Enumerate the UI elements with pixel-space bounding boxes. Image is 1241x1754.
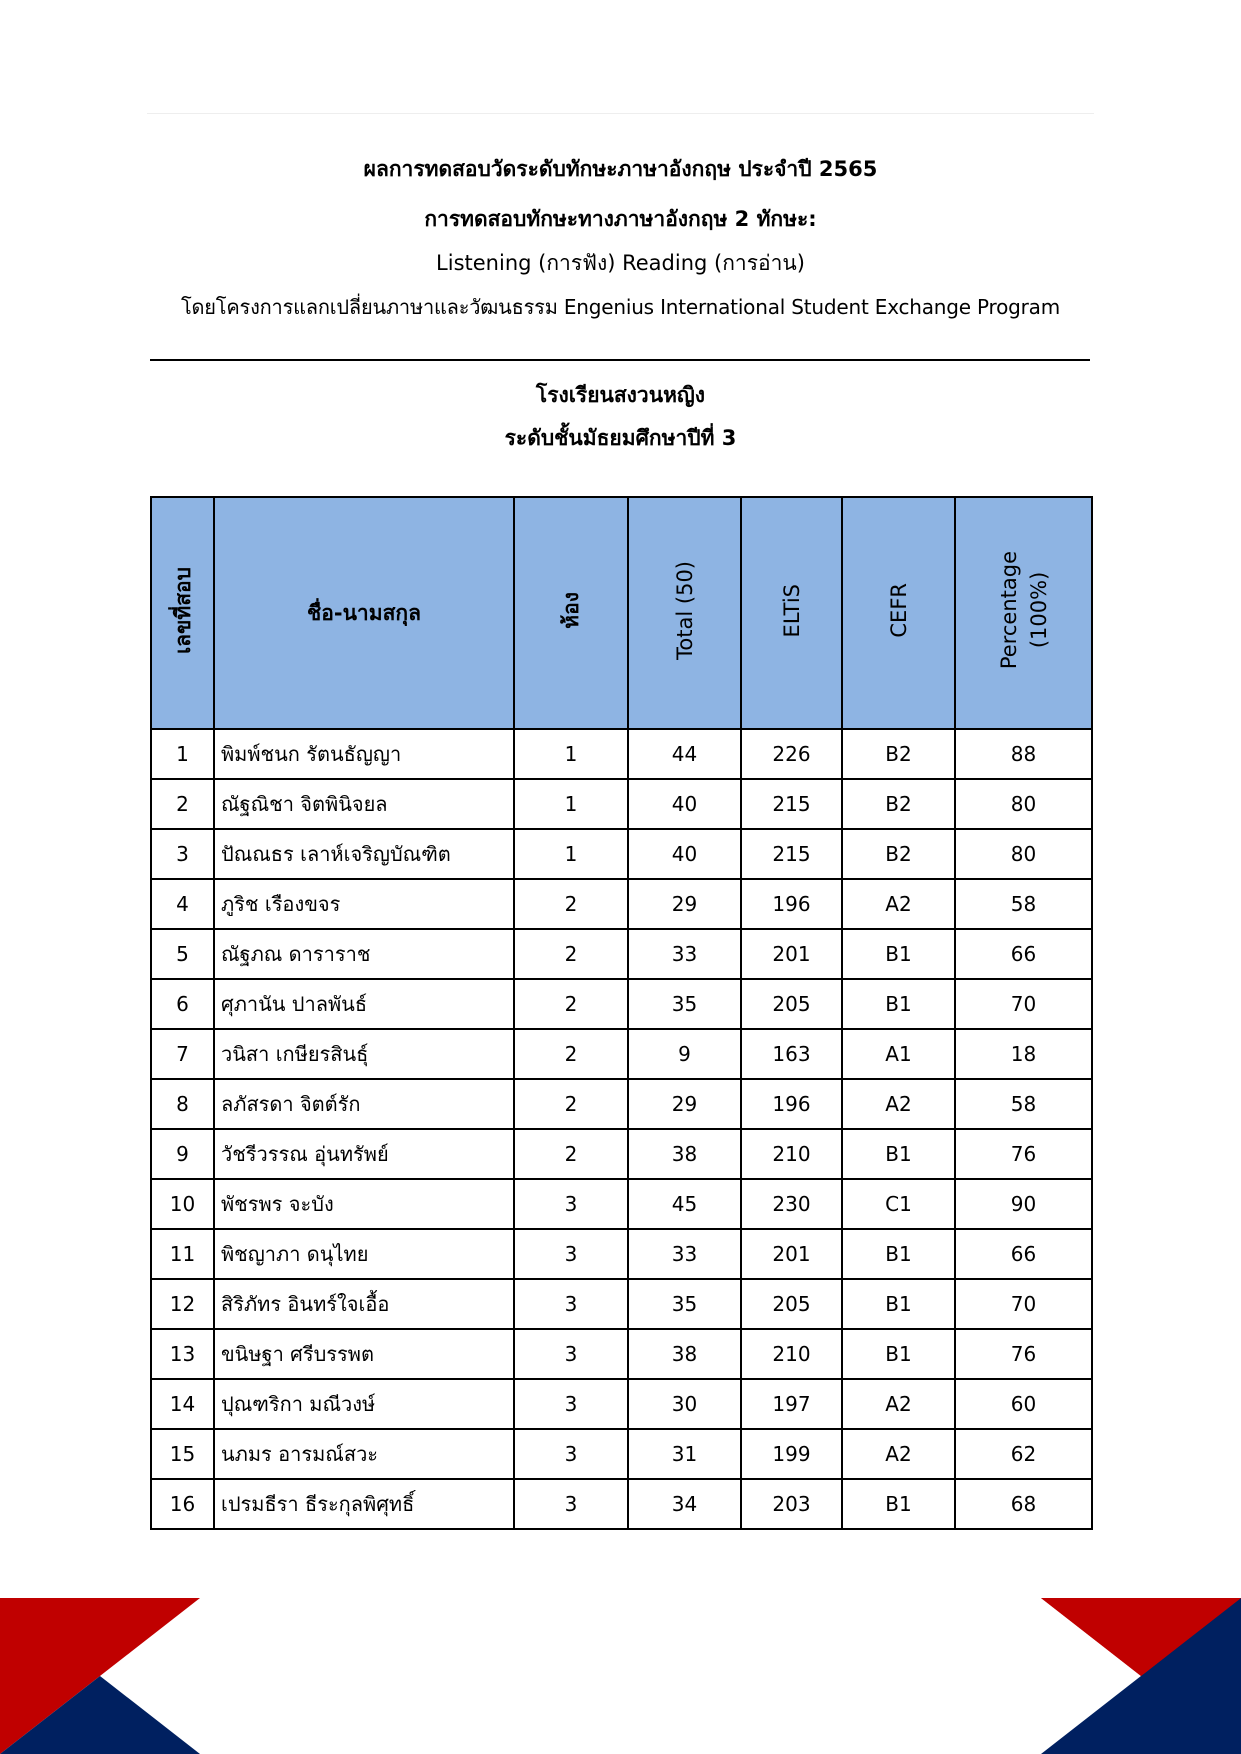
cell-id: 6	[151, 979, 214, 1029]
cell-percentage: 80	[955, 779, 1092, 829]
cell-room: 2	[514, 1129, 628, 1179]
test-description: การทดสอบทักษะทางภาษาอังกฤษ 2 ทักษะ:	[424, 207, 817, 231]
cell-percentage: 76	[955, 1129, 1092, 1179]
table-row	[151, 829, 1092, 879]
cell-name: ปัณณธร เลาห์เจริญบัณฑิต	[214, 829, 514, 879]
table-row	[151, 1229, 1092, 1279]
cell-cefr: B1	[842, 1329, 955, 1379]
cell-total: 45	[628, 1179, 741, 1229]
cell-eltis: 226	[741, 729, 842, 779]
cell-name: วัชรีวรรณ อุ่นทรัพย์	[214, 1129, 514, 1179]
cell-cefr: B1	[842, 1479, 955, 1529]
cell-eltis: 199	[741, 1429, 842, 1479]
cell-total: 33	[628, 929, 741, 979]
cell-eltis: 197	[741, 1379, 842, 1429]
cell-id: 10	[151, 1179, 214, 1229]
document-title: ผลการทดสอบวัดระดับทักษะภาษาอังกฤษ ประจำปี 2565	[363, 157, 878, 181]
cell-room: 2	[514, 1079, 628, 1129]
table-row	[151, 1129, 1092, 1179]
cell-eltis: 196	[741, 879, 842, 929]
cell-room: 1	[514, 729, 628, 779]
table-row	[151, 1379, 1092, 1429]
cell-id: 2	[151, 779, 214, 829]
cell-name: ณัฐณิชา จิตพินิจยล	[214, 779, 514, 829]
column-header-percentage	[955, 497, 1092, 729]
corner-decoration-left	[0, 1598, 200, 1754]
cell-percentage: 70	[955, 1279, 1092, 1329]
cell-percentage: 66	[955, 1229, 1092, 1279]
cell-total: 29	[628, 1079, 741, 1129]
table-row	[151, 1279, 1092, 1329]
column-header-cefr: CEFR	[842, 497, 955, 729]
cell-total: 38	[628, 1329, 741, 1379]
cell-name: ลภัสรดา จิตต์รัก	[214, 1079, 514, 1129]
cell-total: 38	[628, 1129, 741, 1179]
cell-id: 7	[151, 1029, 214, 1079]
cell-cefr: A1	[842, 1029, 955, 1079]
cell-room: 3	[514, 1179, 628, 1229]
cell-total: 9	[628, 1029, 741, 1079]
column-header-eltis: ELTiS	[741, 497, 842, 729]
cell-cefr: B1	[842, 1229, 955, 1279]
cell-cefr: B2	[842, 779, 955, 829]
column-header-id: เลขที่สอบ	[151, 497, 214, 729]
cell-percentage: 18	[955, 1029, 1092, 1079]
cell-id: 14	[151, 1379, 214, 1429]
cell-room: 1	[514, 779, 628, 829]
cell-id: 15	[151, 1429, 214, 1479]
table-row	[151, 879, 1092, 929]
cell-cefr: A2	[842, 1429, 955, 1479]
cell-cefr: C1	[842, 1179, 955, 1229]
table-body	[151, 729, 1092, 1529]
cell-eltis: 210	[741, 1129, 842, 1179]
table-row	[151, 979, 1092, 1029]
cell-eltis: 203	[741, 1479, 842, 1529]
cell-cefr: B1	[842, 1129, 955, 1179]
cell-id: 1	[151, 729, 214, 779]
cell-total: 40	[628, 829, 741, 879]
table-row	[151, 1179, 1092, 1229]
cell-percentage: 68	[955, 1479, 1092, 1529]
school-name: โรงเรียนสงวนหญิง	[535, 383, 706, 407]
cell-id: 5	[151, 929, 214, 979]
cell-total: 33	[628, 1229, 741, 1279]
cell-percentage: 62	[955, 1429, 1092, 1479]
cell-percentage: 58	[955, 879, 1092, 929]
cell-cefr: A2	[842, 1379, 955, 1429]
cell-eltis: 196	[741, 1079, 842, 1129]
cell-percentage: 90	[955, 1179, 1092, 1229]
cell-name: สิริภัทร อินทร์ใจเอื้อ	[214, 1279, 514, 1329]
cell-name: พัชรพร จะบัง	[214, 1179, 514, 1229]
cell-name: ศุภานัน ปาลพันธ์	[214, 979, 514, 1029]
table-row	[151, 1029, 1092, 1079]
cell-room: 3	[514, 1479, 628, 1529]
cell-name: วนิสา เกษียรสินธุ์	[214, 1029, 514, 1079]
cell-total: 34	[628, 1479, 741, 1529]
cell-id: 12	[151, 1279, 214, 1329]
cell-room: 2	[514, 929, 628, 979]
cell-cefr: B1	[842, 1279, 955, 1329]
column-header-total: Total (50)	[628, 497, 741, 729]
table-header-row	[151, 497, 1092, 729]
cell-name: พิมพ์ชนก รัตนธัญญา	[214, 729, 514, 779]
cell-name: พิชญาภา ดนุไทย	[214, 1229, 514, 1279]
cell-total: 44	[628, 729, 741, 779]
cell-room: 1	[514, 829, 628, 879]
percentage-unit: (100%)	[1026, 572, 1051, 649]
cell-id: 4	[151, 879, 214, 929]
cell-id: 3	[151, 829, 214, 879]
grade-level: ระดับชั้นมัธยมศึกษาปีที่ 3	[504, 426, 737, 450]
table-row	[151, 1329, 1092, 1379]
separator-line	[150, 359, 1090, 361]
cell-room: 2	[514, 879, 628, 929]
cell-name: ณัฐภณ ดาราราช	[214, 929, 514, 979]
cell-room: 2	[514, 1029, 628, 1079]
cell-percentage: 88	[955, 729, 1092, 779]
column-header-name: ชื่อ-นามสกุล	[214, 497, 514, 729]
cell-id: 11	[151, 1229, 214, 1279]
cell-cefr: B2	[842, 729, 955, 779]
table-row	[151, 1079, 1092, 1129]
cell-id: 13	[151, 1329, 214, 1379]
percentage-label: Percentage	[996, 551, 1021, 670]
cell-room: 2	[514, 979, 628, 1029]
column-header-room: ห้อง	[514, 497, 628, 729]
cell-total: 35	[628, 979, 741, 1029]
top-rule	[147, 113, 1094, 114]
cell-total: 31	[628, 1429, 741, 1479]
cell-total: 29	[628, 879, 741, 929]
table-row	[151, 1429, 1092, 1479]
cell-eltis: 163	[741, 1029, 842, 1079]
cell-eltis: 201	[741, 1229, 842, 1279]
cell-room: 3	[514, 1229, 628, 1279]
cell-percentage: 58	[955, 1079, 1092, 1129]
cell-room: 3	[514, 1429, 628, 1479]
cell-percentage: 70	[955, 979, 1092, 1029]
table-row	[151, 1479, 1092, 1529]
cell-name: เปรมธีรา ธีระกุลพิศุทธิ์	[214, 1479, 514, 1529]
cell-cefr: B2	[842, 829, 955, 879]
cell-room: 3	[514, 1329, 628, 1379]
table-row	[151, 729, 1092, 779]
cell-cefr: A2	[842, 879, 955, 929]
cell-total: 30	[628, 1379, 741, 1429]
cell-percentage: 80	[955, 829, 1092, 879]
cell-id: 8	[151, 1079, 214, 1129]
table-row	[151, 779, 1092, 829]
corner-decoration-right	[1041, 1598, 1241, 1754]
cell-cefr: A2	[842, 1079, 955, 1129]
cell-eltis: 210	[741, 1329, 842, 1379]
cell-percentage: 76	[955, 1329, 1092, 1379]
results-table	[150, 496, 1093, 1530]
cell-room: 3	[514, 1379, 628, 1429]
cell-total: 35	[628, 1279, 741, 1329]
cell-percentage: 66	[955, 929, 1092, 979]
cell-eltis: 215	[741, 779, 842, 829]
cell-name: นภมร อารมณ์สวะ	[214, 1429, 514, 1479]
cell-id: 9	[151, 1129, 214, 1179]
cell-eltis: 230	[741, 1179, 842, 1229]
cell-cefr: B1	[842, 929, 955, 979]
cell-name: ขนิษฐา ศรีบรรพต	[214, 1329, 514, 1379]
organizer-line: โดยโครงการแลกเปลี่ยนภาษาและวัฒนธรรม Engenius International Student Exchange Program	[180, 295, 1061, 319]
cell-name: ภูริช เรืองขจร	[214, 879, 514, 929]
cell-eltis: 205	[741, 979, 842, 1029]
test-skills: Listening (การฟัง) Reading (การอ่าน)	[436, 251, 805, 275]
cell-cefr: B1	[842, 979, 955, 1029]
table-row	[151, 929, 1092, 979]
cell-eltis: 201	[741, 929, 842, 979]
cell-total: 40	[628, 779, 741, 829]
cell-eltis: 205	[741, 1279, 842, 1329]
cell-eltis: 215	[741, 829, 842, 879]
cell-name: ปุณฑริกา มณีวงษ์	[214, 1379, 514, 1429]
cell-id: 16	[151, 1479, 214, 1529]
cell-room: 3	[514, 1279, 628, 1329]
cell-percentage: 60	[955, 1379, 1092, 1429]
